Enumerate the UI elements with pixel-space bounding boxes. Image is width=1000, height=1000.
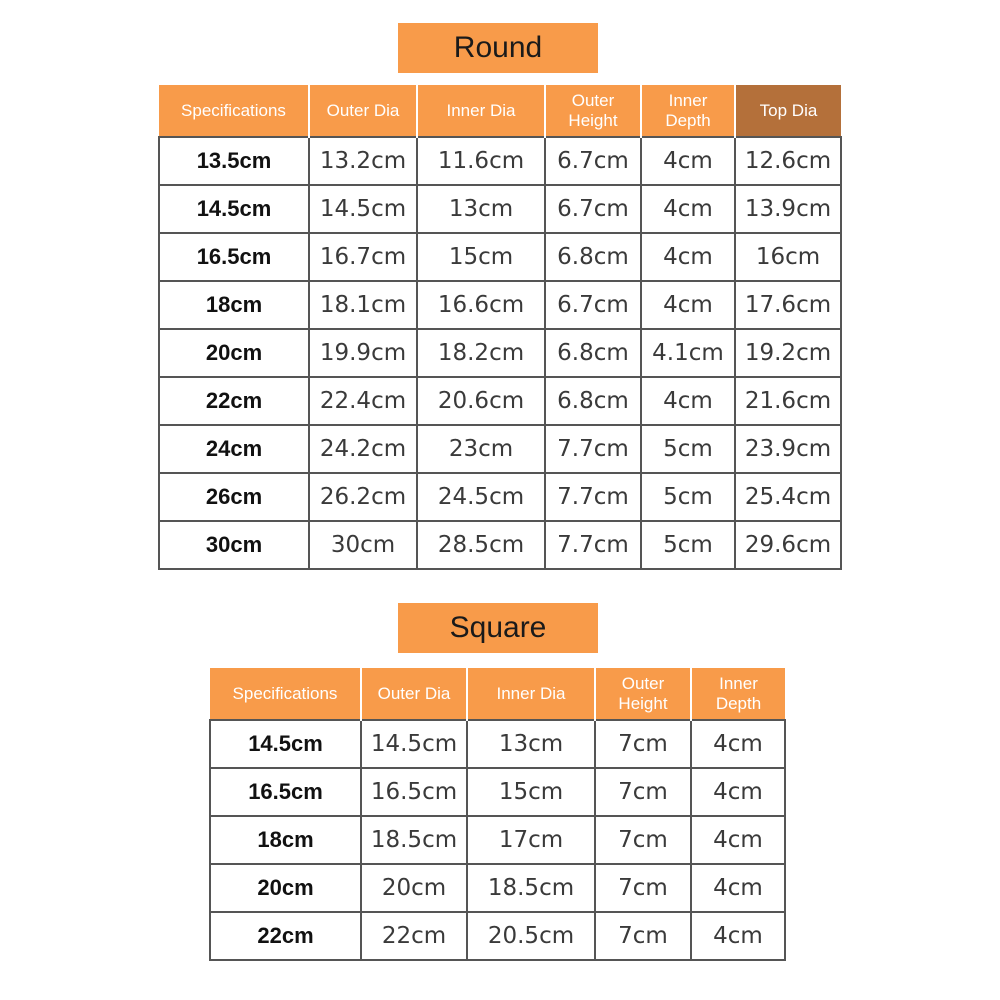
header-outer-height: Outer Height [595,668,691,720]
value-cell: 4cm [641,281,735,329]
spec-cell: 26cm [159,473,309,521]
spec-cell: 16.5cm [159,233,309,281]
value-cell: 29.6cm [735,521,841,569]
table-row [159,185,841,233]
spec-cell: 22cm [210,912,361,960]
value-cell: 7cm [595,864,691,912]
value-cell: 6.7cm [545,281,641,329]
value-cell: 28.5cm [417,521,545,569]
value-cell: 22.4cm [309,377,417,425]
value-cell: 4cm [691,768,785,816]
value-cell: 21.6cm [735,377,841,425]
table-row [159,425,841,473]
header-top-dia: Top Dia [735,85,841,137]
value-cell: 13cm [467,720,595,768]
value-cell: 7.7cm [545,425,641,473]
value-cell: 4cm [691,720,785,768]
value-cell: 6.8cm [545,329,641,377]
table-row [159,521,841,569]
table-row [210,768,785,816]
value-cell: 11.6cm [417,137,545,185]
header-inner-dia: Inner Dia [417,85,545,137]
header-inner-depth: Inner Depth [691,668,785,720]
table-row [159,329,841,377]
spec-cell: 30cm [159,521,309,569]
table-row [159,281,841,329]
value-cell: 4cm [641,233,735,281]
value-cell: 19.9cm [309,329,417,377]
value-cell: 16.5cm [361,768,467,816]
value-cell: 24.5cm [417,473,545,521]
spec-cell: 18cm [210,816,361,864]
value-cell: 4cm [691,816,785,864]
spec-cell: 20cm [159,329,309,377]
value-cell: 4cm [691,864,785,912]
value-cell: 7cm [595,912,691,960]
value-cell: 13cm [417,185,545,233]
table-row [159,377,841,425]
round-section-title: Round [398,23,598,73]
value-cell: 7cm [595,768,691,816]
value-cell: 17cm [467,816,595,864]
round-header-row [159,85,841,137]
value-cell: 16.7cm [309,233,417,281]
value-cell: 18.5cm [467,864,595,912]
value-cell: 20.5cm [467,912,595,960]
value-cell: 16cm [735,233,841,281]
value-cell: 4cm [641,137,735,185]
header-specifications: Specifications [210,668,361,720]
value-cell: 12.6cm [735,137,841,185]
value-cell: 4.1cm [641,329,735,377]
value-cell: 6.8cm [545,377,641,425]
spec-cell: 13.5cm [159,137,309,185]
value-cell: 20cm [361,864,467,912]
header-inner-depth: Inner Depth [641,85,735,137]
header-outer-height: Outer Height [545,85,641,137]
spec-cell: 16.5cm [210,768,361,816]
square-section-title: Square [398,603,598,653]
value-cell: 7.7cm [545,473,641,521]
value-cell: 5cm [641,425,735,473]
value-cell: 7.7cm [545,521,641,569]
value-cell: 25.4cm [735,473,841,521]
value-cell: 17.6cm [735,281,841,329]
round-size-table [158,85,842,570]
table-row [210,912,785,960]
value-cell: 18.1cm [309,281,417,329]
value-cell: 18.2cm [417,329,545,377]
value-cell: 30cm [309,521,417,569]
value-cell: 5cm [641,473,735,521]
value-cell: 24.2cm [309,425,417,473]
table-row [159,473,841,521]
value-cell: 16.6cm [417,281,545,329]
table-row [210,864,785,912]
spec-cell: 14.5cm [159,185,309,233]
value-cell: 4cm [691,912,785,960]
table-row [210,816,785,864]
value-cell: 4cm [641,185,735,233]
value-cell: 14.5cm [309,185,417,233]
value-cell: 26.2cm [309,473,417,521]
value-cell: 13.2cm [309,137,417,185]
value-cell: 15cm [417,233,545,281]
spec-cell: 18cm [159,281,309,329]
value-cell: 20.6cm [417,377,545,425]
spec-cell: 22cm [159,377,309,425]
header-outer-dia: Outer Dia [309,85,417,137]
value-cell: 14.5cm [361,720,467,768]
value-cell: 6.7cm [545,185,641,233]
table-row [159,233,841,281]
value-cell: 13.9cm [735,185,841,233]
spec-cell: 20cm [210,864,361,912]
value-cell: 7cm [595,720,691,768]
table-row [210,720,785,768]
value-cell: 5cm [641,521,735,569]
value-cell: 23cm [417,425,545,473]
value-cell: 6.8cm [545,233,641,281]
spec-cell: 24cm [159,425,309,473]
value-cell: 6.7cm [545,137,641,185]
header-inner-dia: Inner Dia [467,668,595,720]
value-cell: 18.5cm [361,816,467,864]
value-cell: 22cm [361,912,467,960]
spec-cell: 14.5cm [210,720,361,768]
value-cell: 4cm [641,377,735,425]
value-cell: 7cm [595,816,691,864]
value-cell: 19.2cm [735,329,841,377]
table-row [159,137,841,185]
header-specifications: Specifications [159,85,309,137]
square-header-row [210,668,785,720]
value-cell: 15cm [467,768,595,816]
header-outer-dia: Outer Dia [361,668,467,720]
square-size-table [209,668,786,961]
value-cell: 23.9cm [735,425,841,473]
